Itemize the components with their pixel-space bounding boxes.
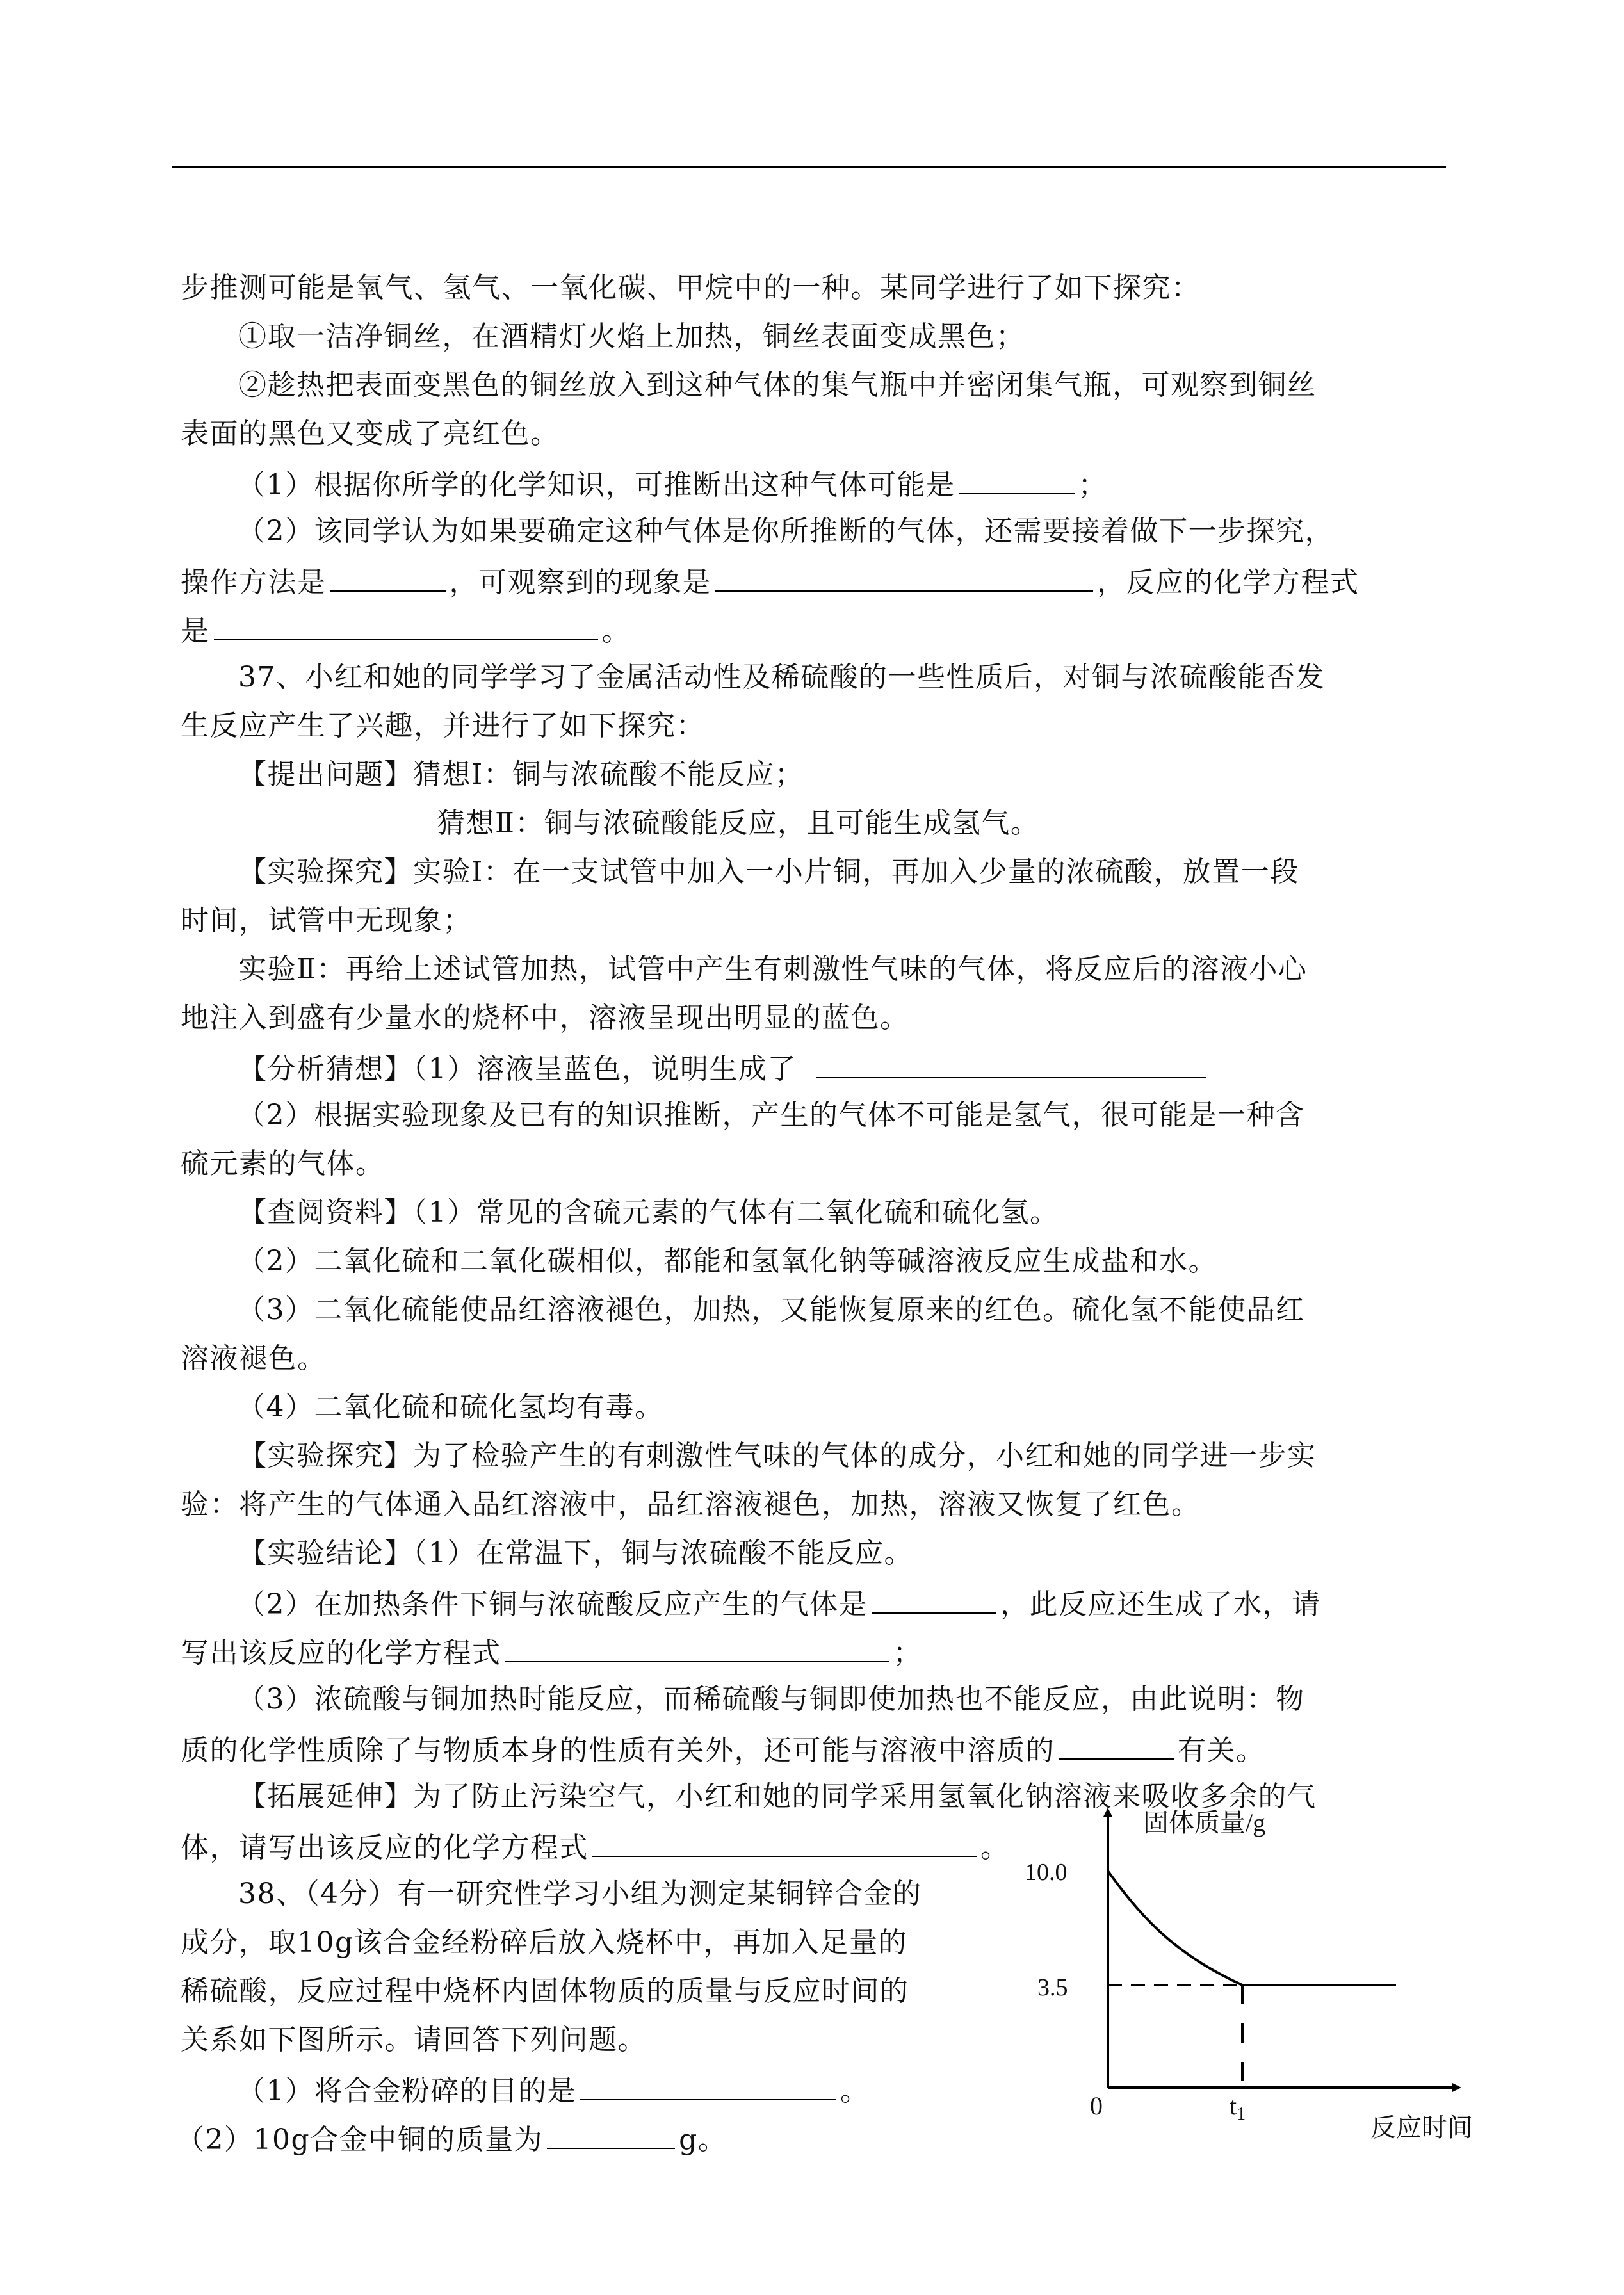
answer-blank[interactable] <box>505 1632 889 1662</box>
text-line: （3）浓硫酸与铜加热时能反应，而稀硫酸与铜即使加热也不能反应，由此说明：物 <box>237 1683 1305 1715</box>
mass-time-graph <box>1012 1793 1498 2152</box>
text-line: 实验Ⅱ：再给上述试管加热，试管中产生有刺激性气味的气体，将反应后的溶液小心 <box>238 953 1308 985</box>
text-line: 地注入到盛有少量水的烧杯中，溶液呈现出明显的蓝色。 <box>181 1002 909 1034</box>
text-line: 关系如下图所示。请回答下列问题。 <box>181 2023 647 2056</box>
question-37-line: 37、小红和她的同学学习了金属活动性及稀硫酸的一些性质后，对铜与浓硫酸能否发 <box>238 661 1325 693</box>
y-tick-label: 3.5 <box>1037 1974 1068 2001</box>
text-line: 【查阅资料】（1）常见的含硫元素的气体有二氧化硫和硫化氢。 <box>238 1196 1059 1229</box>
text-line: （4）二氧化硫和硫化氢均有毒。 <box>237 1391 664 1423</box>
text-line: 步推测可能是氧气、氢气、一氧化碳、甲烷中的一种。某同学进行了如下探究： <box>181 272 1201 304</box>
origin-label: 0 <box>1090 2091 1103 2120</box>
x-tick-label: $t_1$ <box>1230 2091 1246 2124</box>
text-line: （2）在加热条件下铜与浓硫酸反应产生的气体是 ，此反应还生成了水，请 <box>237 1583 1321 1624</box>
text-line: 【实验结论】（1）在常温下，铜与浓硫酸不能反应。 <box>238 1537 913 1569</box>
text-line: 【拓展延伸】为了防止污染空气，小红和她的同学采用氢氧化钠溶液来吸收多余的气 <box>238 1780 1317 1813</box>
text-line: ②趁热把表面变黑色的铜丝放入到这种气体的集气瓶中并密闭集气瓶，可观察到铜丝 <box>238 369 1317 401</box>
text-line: 硫元素的气体。 <box>181 1148 385 1180</box>
text-line: 时间，试管中无现象； <box>181 904 472 937</box>
text-line: （2）10g合金中铜的质量为 g。 <box>176 2118 727 2159</box>
text-line: 质的化学性质除了与物质本身的性质有关外，还可能与溶液中溶质的 有关。 <box>181 1729 1265 1770</box>
y-axis-label: 固体质量/g <box>1143 1808 1266 1837</box>
answer-blank[interactable] <box>547 2118 675 2149</box>
text-line: 成分，取10g该合金经粉碎后放入烧杯中，再加入足量的 <box>181 1926 908 1959</box>
text-line: ①取一洁净铜丝，在酒精灯火焰上加热，铜丝表面变成黑色； <box>238 320 1025 353</box>
decay-curve <box>1108 1871 1242 1985</box>
text-line: 验：将产生的气体通入品红溶液中，品红溶液褪色，加热，溶液又恢复了红色。 <box>181 1488 1201 1521</box>
text-line: 溶液褪色。 <box>181 1342 327 1375</box>
text-line: （1）将合金粉碎的目的是 。 <box>237 2070 870 2111</box>
answer-blank[interactable] <box>330 561 446 592</box>
text-line: 生反应产生了兴趣，并进行了如下探究： <box>181 710 705 742</box>
text-line: 写出该反应的化学方程式 ； <box>181 1632 922 1673</box>
answer-blank[interactable] <box>1059 1729 1174 1760</box>
text-line: （2）该同学认为如果要确定这种气体是你所推断的气体，还需要接着做下一步探究， <box>237 515 1334 547</box>
text-line: 【实验探究】为了检验产生的有刺激性气味的气体的成分，小红和她的同学进一步实 <box>238 1439 1317 1472</box>
answer-blank[interactable] <box>715 561 1093 592</box>
answer-blank[interactable] <box>816 1048 1206 1078</box>
y-tick-label: 10.0 <box>1025 1859 1068 1886</box>
answer-blank[interactable] <box>592 1826 977 1857</box>
text-line: 体，请写出该反应的化学方程式 。 <box>181 1826 1010 1867</box>
answer-blank[interactable] <box>872 1583 996 1614</box>
text-line: 猜想Ⅱ：铜与浓硫酸能反应，且可能生成氢气。 <box>437 807 1040 839</box>
text-line: 操作方法是 ，可观察到的现象是 ，反应的化学方程式 <box>181 561 1360 602</box>
text-line: 是 。 <box>181 610 631 651</box>
text-line: （3）二氧化硫能使品红溶液褪色，加热，又能恢复原来的红色。硫化氢不能使品红 <box>237 1293 1305 1326</box>
answer-blank[interactable] <box>959 464 1075 494</box>
text-line: 【分析猜想】（1）溶液呈蓝色，说明生成了 <box>238 1048 1210 1089</box>
question-38-line: 38、（4分）有一研究性学习小组为测定某铜锌合金的 <box>238 1877 922 1910</box>
text-line: 【实验探究】实验Ⅰ：在一支试管中加入一小片铜，再加入少量的浓硫酸，放置一段 <box>238 856 1299 888</box>
x-axis-label: 反应时间 <box>1370 2113 1473 2142</box>
text-line: 表面的黑色又变成了亮红色。 <box>181 418 560 450</box>
text-line: （1）根据你所学的化学知识，可推断出这种气体可能是 ； <box>237 464 1107 505</box>
header-rule <box>172 166 1446 168</box>
text-line: （2）根据实验现象及已有的知识推断，产生的气体不可能是氢气，很可能是一种含 <box>237 1099 1305 1131</box>
answer-blank[interactable] <box>580 2070 836 2100</box>
text-line: 稀硫酸，反应过程中烧杯内固体物质的质量与反应时间的 <box>181 1975 909 2007</box>
text-line: （2）二氧化硫和二氧化碳相似，都能和氢氧化钠等碱溶液反应生成盐和水。 <box>237 1245 1217 1277</box>
text-line: 【提出问题】猜想Ⅰ：铜与浓硫酸不能反应； <box>238 758 804 791</box>
answer-blank[interactable] <box>214 610 598 640</box>
